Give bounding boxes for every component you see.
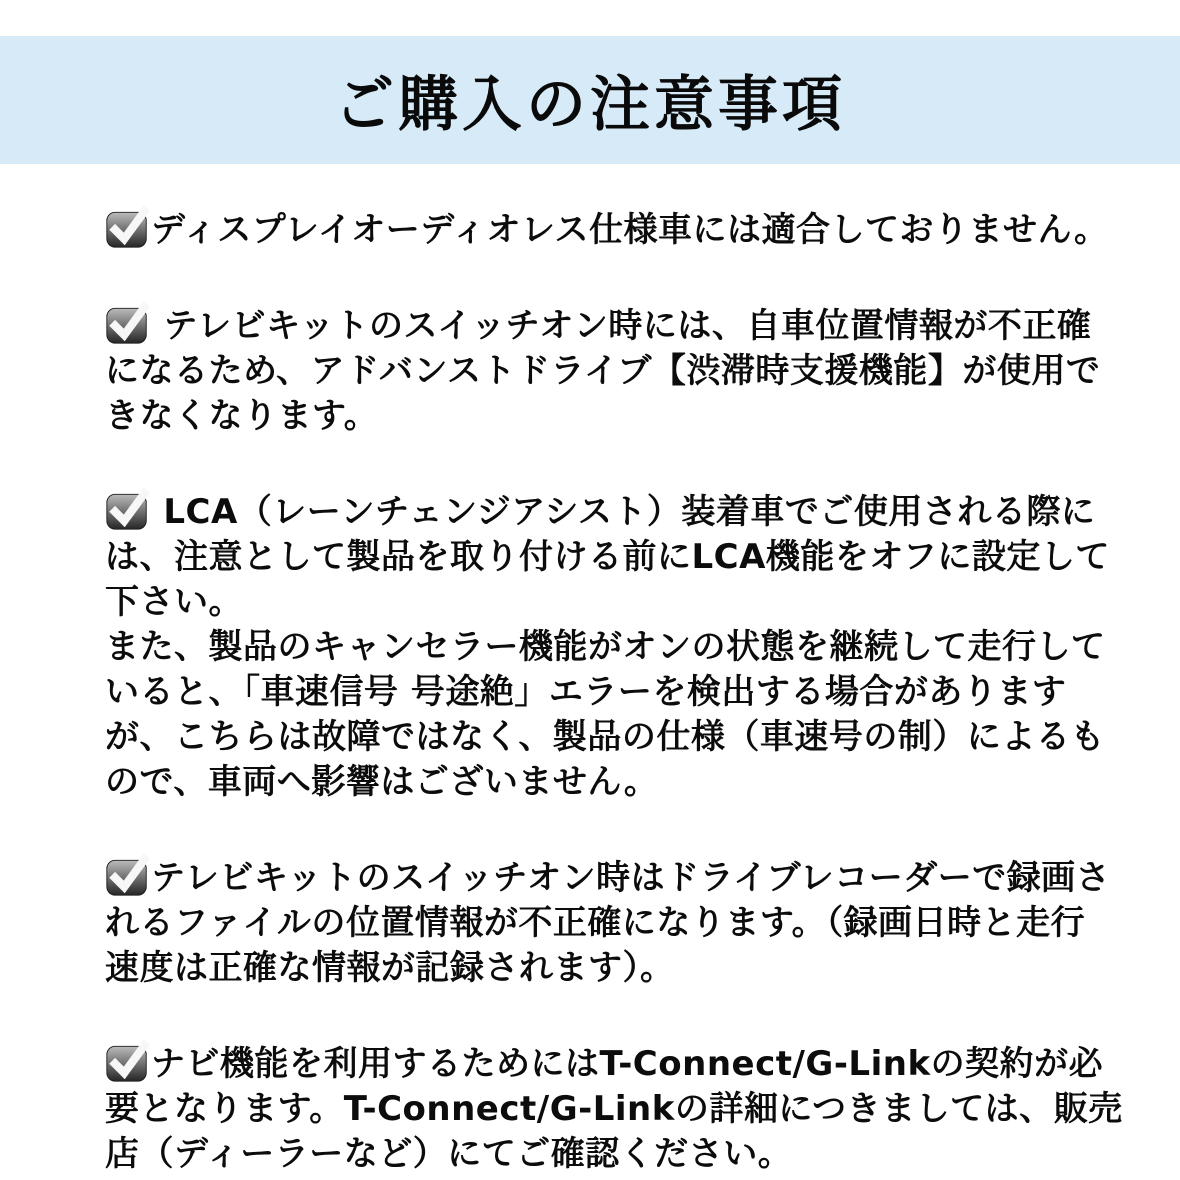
- notice-text: テレビキットのスイッチオン時はドライブレコーダーで録画さ: [151, 858, 1111, 898]
- notice-line: [105, 1039, 1120, 1087]
- notice-line: [105, 205, 1120, 253]
- checked-checkbox-icon: [105, 487, 149, 531]
- notice-text: ナビ機能を利用するためにはT-Connect/G-Linkの契約が必: [151, 1044, 1104, 1084]
- notice-text: テレビキットのスイッチオン時には、自車位置情報が不正確: [151, 306, 1092, 346]
- notice-text: 速度は正確な情報が記録されます）。: [105, 948, 675, 988]
- notice-text: 下さい。: [105, 582, 243, 622]
- notice-text: また、製品のキャンセラー機能がオンの状態を継続して走行して: [105, 627, 1106, 667]
- notice-text: になるため、アドバンストドライブ【渋滞時支援機能】が使用で: [105, 351, 1101, 391]
- notice-line: [105, 853, 1120, 901]
- notice-text: ディスプレイオーディオレス仕様車には適合しておりません。: [151, 210, 1109, 250]
- notice-item: [105, 853, 1120, 991]
- notice-text: きなくなります。: [105, 396, 379, 436]
- notice-text: 要となります。T-Connect/G-Linkの詳細につきましては、販売: [105, 1089, 1123, 1129]
- notice-text: いると、「車速信号 号途絶」エラーを検出する場合があります: [105, 672, 1067, 712]
- checked-checkbox-icon: [105, 853, 149, 897]
- notice-item: [105, 205, 1120, 253]
- notice-text: は、注意として製品を取り付ける前にLCA機能をオフに設定して: [105, 537, 1110, 577]
- notice-line: [105, 301, 1120, 349]
- notice-item: [105, 487, 1120, 805]
- checked-checkbox-icon: [105, 1039, 149, 1083]
- notice-text: ので、車両へ影響はございません。: [105, 762, 659, 802]
- notice-banner: [0, 36, 1180, 164]
- page-title: ご購入の注意事項: [334, 70, 846, 140]
- notice-list: [0, 164, 1180, 1177]
- notice-item: [105, 1039, 1123, 1177]
- checked-checkbox-icon: [105, 205, 149, 249]
- notice-text: が、こちらは故障ではなく、製品の仕様（車速号の制）によるも: [105, 717, 1105, 757]
- notice-text: 店（ディーラーなど）にてご確認ください。: [105, 1134, 793, 1174]
- notice-line: [105, 487, 1120, 535]
- checked-checkbox-icon: [105, 301, 149, 345]
- notice-text: LCA（レーンチェンジアシスト）装着車でご使用される際に: [151, 492, 1096, 532]
- notice-text: れるファイルの位置情報が不正確になります。（録画日時と走行: [105, 903, 1086, 943]
- notice-page: [0, 36, 1180, 1180]
- notice-item: [105, 301, 1120, 439]
